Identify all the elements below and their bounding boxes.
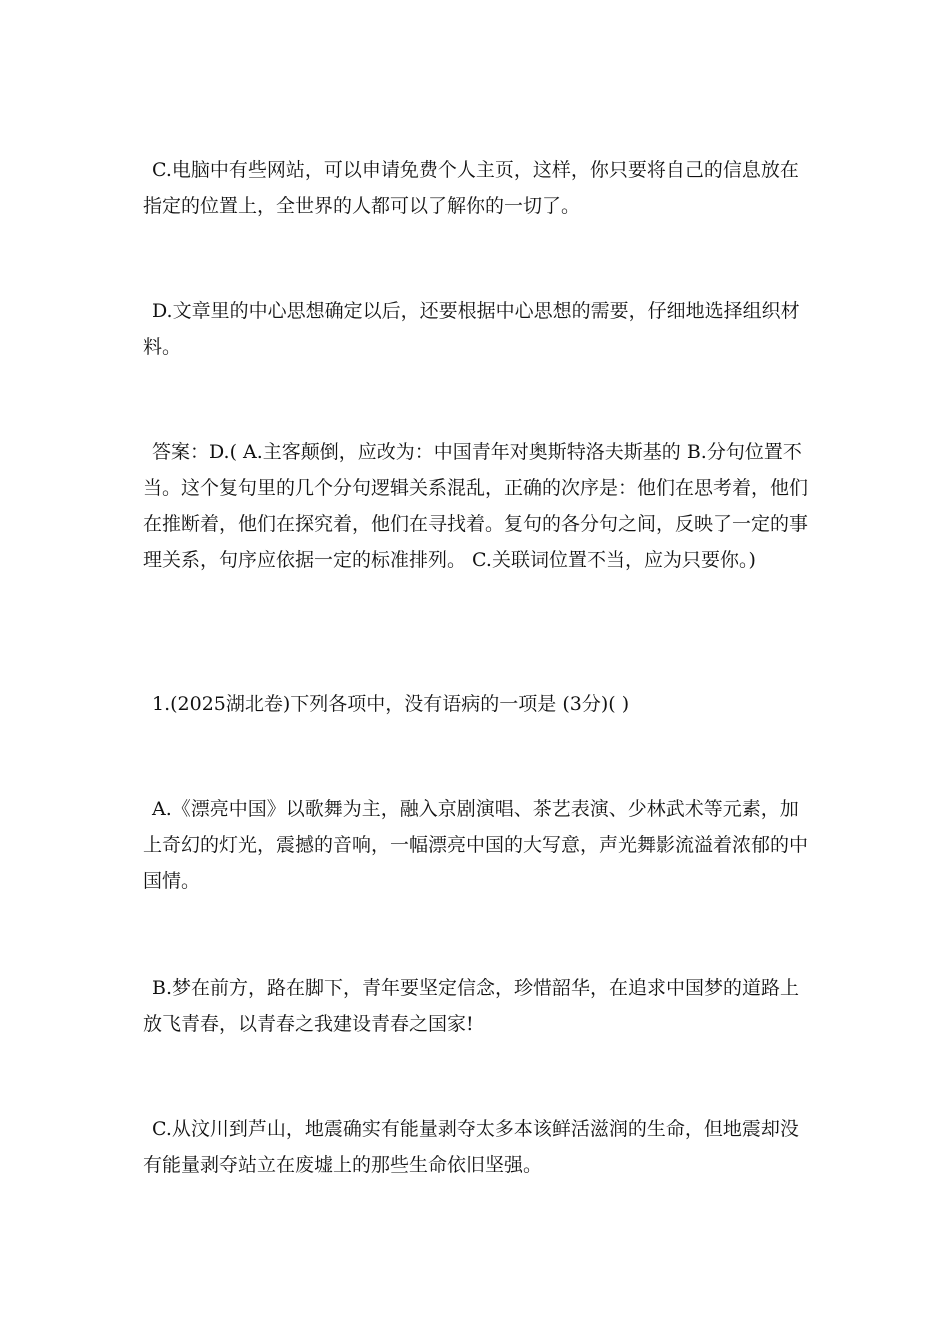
option-c2-paragraph: C.从汶川到芦山，地震确实有能量剥夺太多本该鲜活滋润的生命，但地震却没有能量剥夺站立在废墟上的那些生命依旧坚强。 — [143, 1118, 799, 1176]
question-paragraph: 1.(2025湖北卷)下列各项中，没有语病的一项是 (3分)( ) — [152, 693, 630, 715]
option-d-paragraph: D.文章里的中心思想确定以后，还要根据中心思想的需要，仔细地选择组织材料。 — [143, 300, 800, 358]
answer-paragraph: 答案：D.( A.主客颠倒，应改为：中国青年对奥斯特洛夫斯基的 B.分句位置不当。这个复句里的几个分句逻辑关系混乱，正确的次序是：他们在思考着，他们在推断着，他们在探究着，他们在寻找着。复句的各分句之间，反映了一定的事理关系，句序应依据一定的标准排列。 C.关联词位置不当，应为只要你。) — [143, 441, 809, 571]
option-a-paragraph: A.《漂亮中国》以歌舞为主，融入京剧演唱、茶艺表演、少林武术等元素，加上奇幻的灯光，震撼的音响，一幅漂亮中国的大写意，声光舞影流溢着浓郁的中国情。 — [143, 798, 809, 892]
option-c-paragraph: C.电脑中有些网站，可以申请免费个人主页，这样，你只要将自己的信息放在指定的位置上，全世界的人都可以了解你的一切了。 — [143, 159, 799, 217]
option-b-paragraph: B.梦在前方，路在脚下，青年要坚定信念，珍惜韶华，在追求中国梦的道路上放飞青春，以青春之我建设青春之国家! — [143, 977, 800, 1035]
